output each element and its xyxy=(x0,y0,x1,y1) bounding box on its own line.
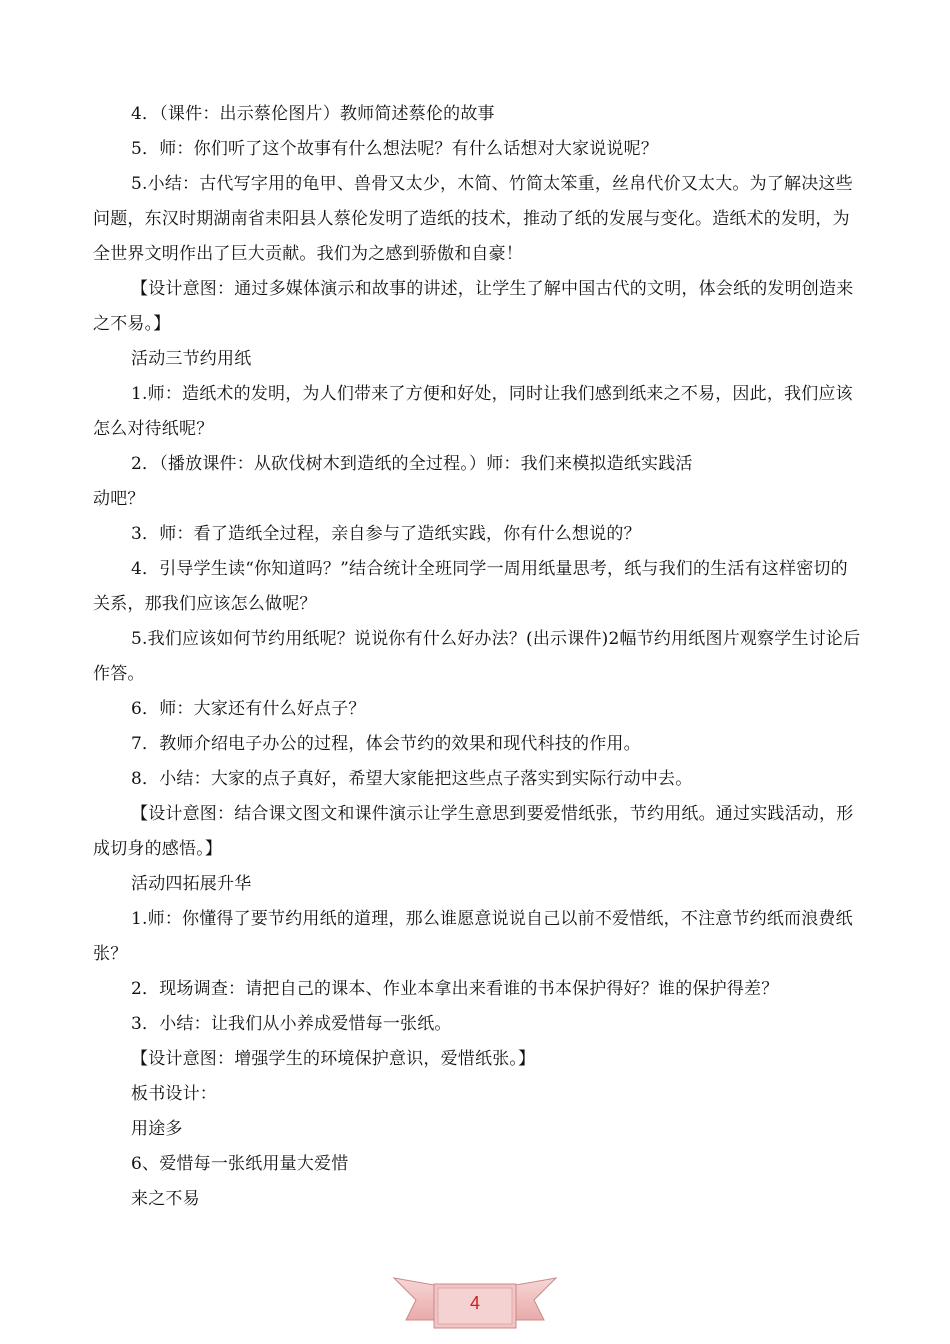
paragraph: 5.小结：古代写字用的龟甲、兽骨又太少，木简、竹简太笨重，丝帛代价又太大。为了解决这些问题，东汉时期湖南省耒阳县人蔡伦发明了造纸的技术，推动了纸的发展与变化。造纸术的发明，为全世界文明作出了巨大贡献。我们为之感到骄傲和自豪！ xyxy=(93,174,853,264)
paragraph: 6．师：大家还有什么好点子？ xyxy=(131,699,366,719)
board-design-heading: 板书设计： xyxy=(131,1084,217,1104)
paragraph: 4．引导学生读“你知道吗？”结合统计全班同学一周用纸量思考，纸与我们的生活有这样密切的关系，那我们应该怎么做呢？ xyxy=(93,559,848,614)
paragraph: 7．教师介绍电子办公的过程，体会节约的效果和现代科技的作用。 xyxy=(131,734,641,754)
paragraph: 2．现场调查：请把自己的课本、作业本拿出来看谁的书本保护得好？谁的保护得差？ xyxy=(131,979,779,999)
section-heading: 活动三节约用纸 xyxy=(131,349,252,369)
paragraph: 1.师：你懂得了要节约用纸的道理，那么谁愿意说说自己以前不爱惜纸，不注意节约纸而浪费纸张？ xyxy=(93,909,853,964)
paragraph: 4．（课件：出示蔡伦图片）教师简述蔡伦的故事 xyxy=(131,104,495,124)
board-design-line: 6、爱惜每一张纸用量大爱惜 xyxy=(131,1154,349,1174)
page-number-ribbon xyxy=(392,1274,558,1334)
paragraph: 5．师：你们听了这个故事有什么想法呢？有什么话想对大家说说呢？ xyxy=(131,139,659,159)
design-intent-note: 【设计意图：通过多媒体演示和故事的讲述，让学生了解中国古代的文明，体会纸的发明创造来之不易。】 xyxy=(93,279,854,334)
document-body xyxy=(93,97,863,1217)
paragraph: 3．小结：让我们从小养成爱惜每一张纸。 xyxy=(131,1014,452,1034)
paragraph: 1.师：造纸术的发明，为人们带来了方便和好处，同时让我们感到纸来之不易，因此，我们应该怎么对待纸呢？ xyxy=(93,384,853,439)
paragraph: 5.我们应该如何节约用纸呢？说说你有什么好办法？(出示课件)2幅节约用纸图片观察学生讨论后作答。 xyxy=(93,629,861,684)
paragraph: 3．师：看了造纸全过程，亲自参与了造纸实践，你有什么想说的？ xyxy=(131,524,641,544)
design-intent-note: 【设计意图：结合课文图文和课件演示让学生意思到要爱惜纸张，节约用纸。通过实践活动，形成切身的感悟。】 xyxy=(93,804,854,859)
section-heading: 活动四拓展升华 xyxy=(131,874,252,894)
board-design-line: 来之不易 xyxy=(131,1189,200,1209)
paragraph: 8．小结：大家的点子真好，希望大家能把这些点子落实到实际行动中去。 xyxy=(131,769,693,789)
paragraph-continuation: 动吧？ xyxy=(93,489,145,509)
paragraph: 2．（播放课件：从砍伐树木到造纸的全过程。）师：我们来模拟造纸实践活 xyxy=(131,454,693,474)
board-design-line: 用途多 xyxy=(131,1119,183,1139)
design-intent-note: 【设计意图：增强学生的环境保护意识，爱惜纸张。】 xyxy=(131,1049,536,1069)
page-number: 4 xyxy=(469,1293,480,1313)
